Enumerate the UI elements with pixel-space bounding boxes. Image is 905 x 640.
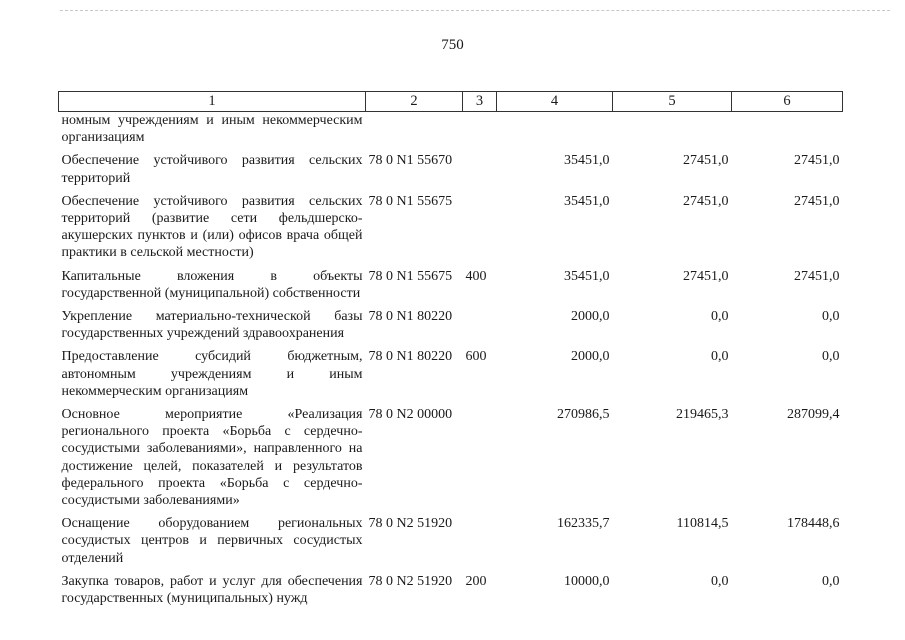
row-value-year2: 0,0 bbox=[711, 309, 729, 325]
row-value-year3: 27451,0 bbox=[794, 193, 840, 209]
row-value-year1: 270986,5 bbox=[557, 407, 610, 423]
row-value-year3: 0,0 bbox=[822, 349, 840, 365]
row-expense-type bbox=[463, 406, 497, 515]
row-expense-type: 400 bbox=[465, 268, 487, 284]
row-value-year3 bbox=[732, 112, 843, 153]
row-value-year1: 35451,0 bbox=[564, 153, 610, 169]
row-value-year1: 10000,0 bbox=[564, 573, 610, 589]
row-name: Оснащение оборудованием региональных сосудистых центров и первичных сосудистых отделений bbox=[61, 516, 363, 566]
col-header-5: 5 bbox=[613, 92, 732, 112]
table-row bbox=[59, 348, 843, 406]
row-name: Предоставление субсидий бюджетным, автономным учреждениям и иным некоммерческим организациям bbox=[61, 349, 363, 399]
header-row bbox=[59, 92, 843, 112]
table-row bbox=[59, 406, 843, 515]
row-value-year2: 219465,3 bbox=[676, 407, 729, 423]
page-number: 750 bbox=[441, 37, 464, 53]
row-value-year2 bbox=[613, 112, 732, 153]
row-code: 78 0 N2 51920 bbox=[368, 516, 453, 532]
table-row bbox=[59, 515, 843, 573]
col-header-4: 4 bbox=[497, 92, 613, 112]
row-value-year3: 287099,4 bbox=[787, 407, 840, 423]
row-value-year3: 27451,0 bbox=[794, 153, 840, 169]
row-value-year3: 27451,0 bbox=[794, 268, 840, 284]
row-value-year2: 0,0 bbox=[711, 573, 729, 589]
table-row bbox=[59, 152, 843, 192]
row-value-year3: 178448,6 bbox=[787, 516, 840, 532]
table-row bbox=[59, 193, 843, 268]
row-code: 78 0 N1 55675 bbox=[368, 268, 453, 284]
row-value-year2: 110814,5 bbox=[676, 516, 729, 532]
row-expense-type bbox=[463, 152, 497, 192]
row-expense-type bbox=[463, 193, 497, 268]
row-expense-type bbox=[463, 515, 497, 573]
row-value-year1: 2000,0 bbox=[571, 349, 610, 365]
row-code: 78 0 N2 00000 bbox=[368, 407, 453, 423]
row-value-year1 bbox=[497, 112, 613, 153]
row-code: 78 0 N1 55675 bbox=[368, 193, 453, 209]
row-name: Основное мероприятие «Реализация регионального проекта «Борьба с сердечно-сосудистыми заболеваниями», направленного на достижение целей, показателей и результатов федерального проекта «Борьба с сердечно-сосудистыми заболеваниями» bbox=[61, 407, 363, 509]
row-value-year2: 27451,0 bbox=[683, 193, 729, 209]
col-header-6: 6 bbox=[732, 92, 843, 112]
row-code bbox=[366, 112, 463, 153]
col-header-3: 3 bbox=[463, 92, 497, 112]
row-expense-type bbox=[463, 308, 497, 348]
row-value-year2: 27451,0 bbox=[683, 153, 729, 169]
row-name: Обеспечение устойчивого развития сельских территорий bbox=[61, 153, 363, 186]
budget-table bbox=[58, 91, 843, 613]
row-value-year1: 2000,0 bbox=[571, 309, 610, 325]
col-header-2: 2 bbox=[366, 92, 463, 112]
row-code: 78 0 N1 80220 bbox=[368, 309, 453, 325]
row-name: Обеспечение устойчивого развития сельских территорий (развитие сети фельдшерско-акушерских пунктов и (или) офисов врача общей практики в сельской местности) bbox=[61, 193, 363, 261]
row-name: номным учреждениям и иным некоммерческим организациям bbox=[61, 113, 363, 146]
row-name: Капитальные вложения в объекты государственной (муниципальной) собственности bbox=[61, 268, 363, 301]
row-value-year1: 35451,0 bbox=[564, 193, 610, 209]
row-expense-type: 600 bbox=[465, 349, 487, 365]
scan-artifact-line bbox=[60, 10, 890, 11]
row-name: Закупка товаров, работ и услуг для обеспечения государственных (муниципальных) нужд bbox=[61, 573, 363, 607]
row-value-year1: 162335,7 bbox=[557, 516, 610, 532]
row-expense-type bbox=[463, 112, 497, 153]
row-code: 78 0 N2 51920 bbox=[368, 573, 453, 589]
table-row bbox=[59, 308, 843, 348]
table-row bbox=[59, 112, 843, 153]
row-code: 78 0 N1 55670 bbox=[368, 153, 453, 169]
row-value-year3: 0,0 bbox=[822, 573, 840, 589]
table-row bbox=[59, 573, 843, 613]
row-value-year3: 0,0 bbox=[822, 309, 840, 325]
col-header-1: 1 bbox=[59, 92, 366, 112]
row-value-year2: 27451,0 bbox=[683, 268, 729, 284]
row-code: 78 0 N1 80220 bbox=[368, 349, 453, 365]
row-value-year1: 35451,0 bbox=[564, 268, 610, 284]
row-name: Укрепление материально-технической базы государственных учреждений здравоохранения bbox=[61, 309, 363, 342]
table-row bbox=[59, 268, 843, 308]
row-expense-type: 200 bbox=[465, 573, 487, 589]
row-value-year2: 0,0 bbox=[711, 349, 729, 365]
